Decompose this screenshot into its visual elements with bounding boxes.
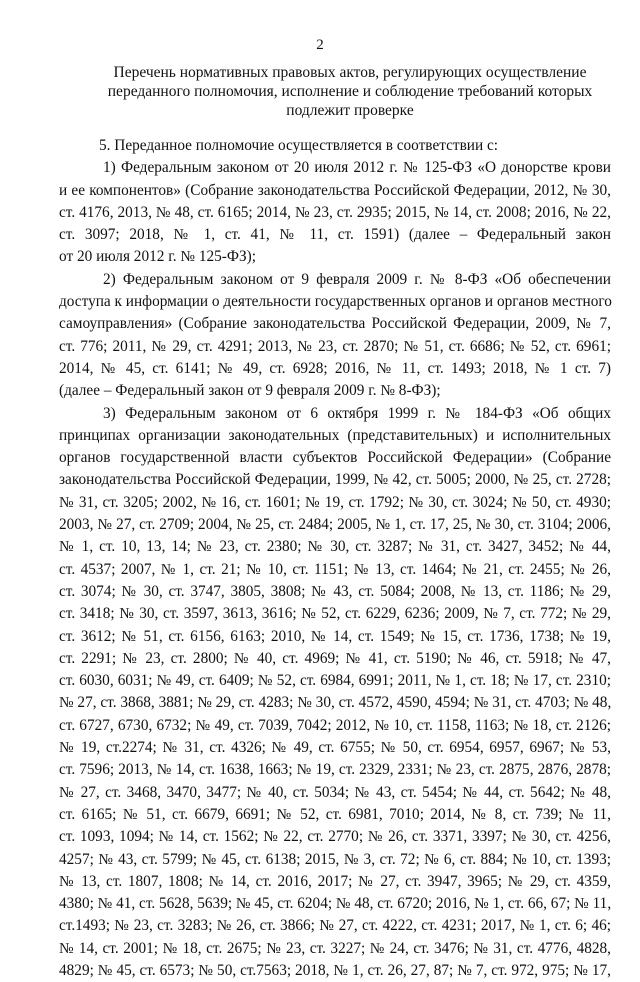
body-line: ст. 3418; № 30, ст. 3597, 3613, 3616; № 52, ст. 6229, 6236; 2009, № 7, ст. 772; № 29,	[59, 605, 611, 623]
body-line: № 1, ст. 10, 13, 14; № 23, ст. 2380; № 30, ст. 3287; № 31, ст. 3427, 3452; № 44,	[59, 538, 611, 556]
body-line: 4829; № 45, ст. 6573; № 50, ст.7563; 2018, № 1, ст. 26, 27, 87; № 7, ст. 972, 975; № 17,	[59, 961, 611, 979]
body-line: 1) Федеральным законом от 20 июля 2012 г. № 125-ФЗ «О донорстве крови	[103, 159, 611, 177]
title-line: переданного полномочия, исполнение и соблюдение требований которых	[107, 83, 593, 100]
title-line: Перечень нормативных правовых актов, регулирующих осуществление	[113, 64, 587, 81]
body-line: ст. 6030, 6031; № 49, ст. 6409; № 52, ст. 6984, 6991; 2011, № 1, ст. 18; № 17, ст. 2310;	[59, 672, 611, 690]
body-line: ст. 4176, 2013, № 48, ст. 6165; 2014, № 23, ст. 2935; 2015, № 14, ст. 2008; 2016, № 22,	[59, 203, 611, 221]
body-line: 2) Федеральным законом от 9 февраля 2009 г. № 8-ФЗ «Об обеспечении	[103, 270, 611, 288]
body-line: ст. 4537; 2007, № 1, ст. 21; № 10, ст. 1151; № 13, ст. 1464; № 21, ст. 2455; № 26,	[59, 560, 611, 578]
body-line: № 14, ст. 2001; № 18, ст. 2675; № 23, ст. 3227; № 24, ст. 3476; № 31, ст. 4776, 4828,	[59, 939, 611, 957]
body-line: ст. 776; 2011, № 29, ст. 4291; 2013, № 23, ст. 2870; № 51, ст. 6686; № 52, ст. 6961;	[59, 337, 611, 355]
body-line: 2003, № 27, ст. 2709; 2004, № 25, ст. 2484; 2005, № 1, ст. 17, 25, № 30, ст. 3104; 2006,	[59, 516, 611, 534]
document-title	[60, 63, 640, 120]
body-line: ст. 6165; № 51, ст. 6679, 6691; № 52, ст. 6981, 7010; 2014, № 8, ст. 739; № 11,	[59, 805, 611, 823]
body-line: 4380; № 41, ст. 5628, 5639; № 45, ст. 6204; № 48, ст. 6720; 2016, № 1, ст. 66, 67; № 11,	[59, 895, 612, 913]
body-line: ст. 3097; 2018, № 1, ст. 41, № 11, ст. 1591) (далее – Федеральный закон	[59, 226, 611, 244]
body-line: самоуправления» (Собрание законодательства Российской Федерации, 2009, № 7,	[59, 315, 611, 333]
body-line: № 27, ст. 3468, 3470, 3477; № 40, ст. 5034; № 43, ст. 5454; № 44, ст. 5642; № 48,	[59, 783, 611, 801]
body-line: доступа к информации о деятельности государственных органов и органов местного	[59, 293, 612, 311]
title-line: подлежит проверке	[286, 102, 414, 119]
body-line: органов государственной власти субъектов Российской Федерации» (Собрание	[59, 449, 611, 467]
body-line: ст. 3612; № 51, ст. 6156, 6163; 2010, № 14, ст. 1549; № 15, ст. 1736, 1738; № 19,	[59, 627, 611, 645]
body-line: 5. Переданное полномочие осуществляется в соответствии с:	[99, 137, 499, 154]
body-line: ст. 6727, 6730, 6732; № 49, ст. 7039, 7042; 2012, № 10, ст. 1158, 1163; № 18, ст. 2126;	[59, 716, 611, 734]
body-line: и ее компонентов» (Собрание законодательства Российской Федерации, 2012, № 30,	[59, 181, 611, 199]
body-line: № 31, ст. 3205; 2002, № 16, ст. 1601; № 19, ст. 1792; № 30, ст. 3024; № 50, ст. 4930;	[59, 493, 611, 511]
document-body	[59, 135, 611, 982]
body-line: 4257; № 43, ст. 5799; № 45, ст. 6138; 2015, № 3, ст. 72; № 6, ст. 884; № 10, ст. 1393;	[59, 850, 611, 868]
body-line: ст. 7596; 2013, № 14, ст. 1638, 1663; № 19, ст. 2329, 2331; № 23, ст. 2875, 2876, 2878;	[59, 761, 611, 779]
body-line: ст. 3074; № 30, ст. 3747, 3805, 3808; № 43, ст. 5084; 2008, № 13, ст. 1186; № 29,	[59, 582, 611, 600]
body-line: 2014, № 45, ст. 6141; № 49, ст. 6928; 2016, № 11, ст. 1493; 2018, № 1 ст. 7)	[59, 359, 611, 377]
body-line: (далее – Федеральный закон от 9 февраля 2009 г. № 8-ФЗ);	[59, 382, 441, 400]
body-line: от 20 июля 2012 г. № 125-ФЗ);	[59, 248, 256, 266]
body-line: № 13, ст. 1807, 1808; № 14, ст. 2016, 2017; № 27, ст. 3947, 3965; № 29, ст. 4359,	[59, 872, 611, 890]
body-line: ст.1493; № 23, ст. 3283; № 26, ст. 3866; № 27, ст. 4222, ст. 4231; 2017, № 1, ст. 6; 46;	[59, 917, 611, 935]
body-line: № 19, ст.2274; № 31, ст. 4326; № 49, ст. 6755; № 50, ст. 6954, 6957, 6967; № 53,	[59, 739, 611, 757]
page-number: 2	[316, 37, 324, 53]
body-line: 3) Федеральным законом от 6 октября 1999 г. № 184-ФЗ «Об общих	[103, 404, 611, 422]
body-line: ст. 2291; № 23, ст. 2800; № 40, ст. 4969; № 41, ст. 5190; № 46, ст. 5918; № 47,	[59, 649, 611, 667]
body-line: принципах организации законодательных (представительных) и исполнительных	[59, 426, 611, 444]
body-line: ст. 1093, 1094; № 14, ст. 1562; № 22, ст. 2770; № 26, ст. 3371, 3397; № 30, ст. 4256,	[59, 828, 611, 846]
body-line: законодательства Российской Федерации, 1999, № 42, ст. 5005; 2000, № 25, ст. 2728;	[59, 471, 611, 489]
body-line: № 27, ст. 3868, 3881; № 29, ст. 4283; № 30, ст. 4572, 4590, 4594; № 31, ст. 4703; № 48,	[59, 694, 612, 712]
